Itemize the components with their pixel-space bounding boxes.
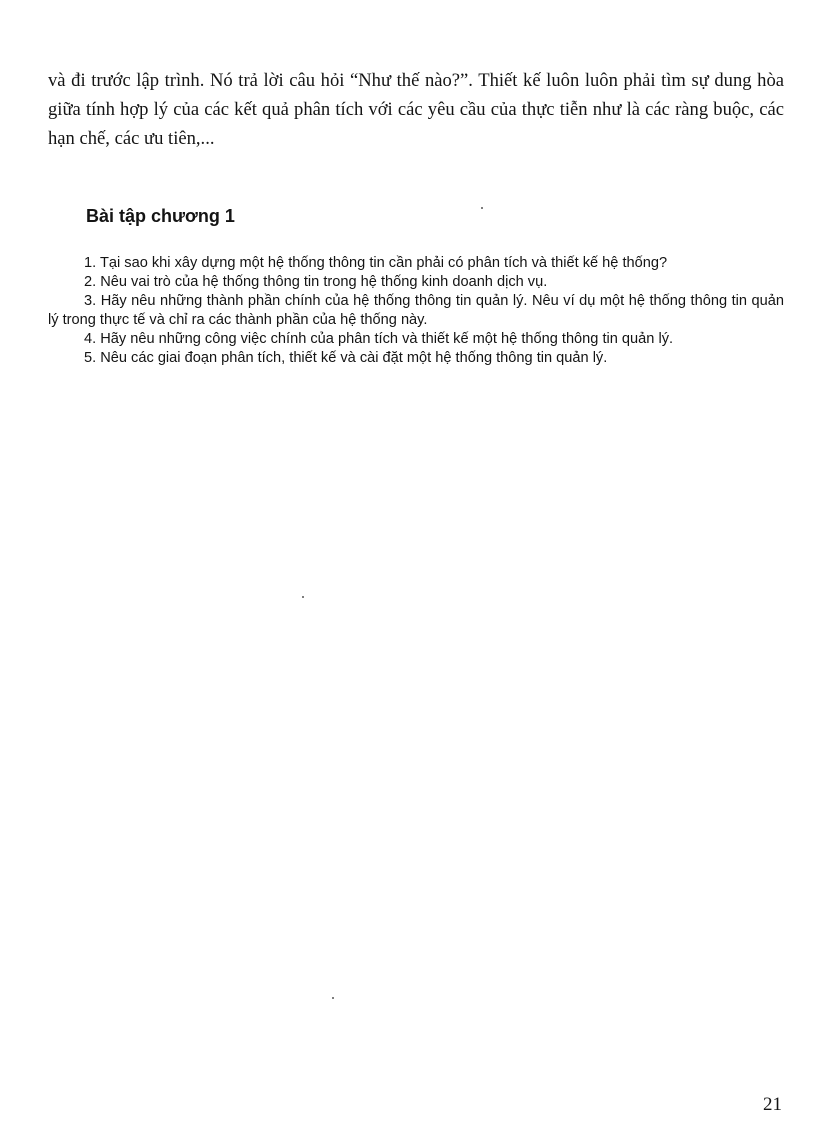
scan-speck: [481, 207, 483, 209]
exercise-item: 2. Nêu vai trò của hệ thống thông tin trong hệ thống kinh doanh dịch vụ.: [84, 274, 548, 290]
scan-speck: [332, 997, 334, 999]
exercise-item: 4. Hãy nêu những công việc chính của phân tích và thiết kế một hệ thống thông tin quản lý.: [84, 331, 674, 347]
exercise-item: 5. Nêu các giai đoạn phân tích, thiết kế và cài đặt một hệ thống thông tin quản lý.: [84, 350, 608, 366]
scan-speck: [302, 596, 304, 598]
exercise-item: 1. Tại sao khi xây dựng một hệ thống thông tin cần phải có phân tích và thiết kế hệ thống?: [84, 255, 668, 271]
exercise-list: [48, 254, 784, 368]
intro-paragraph: và đi trước lập trình. Nó trả lời câu hỏi “Như thế nào?”. Thiết kế luôn luôn phải tìm sự dung hòa giữa tính hợp lý của các kết quả phân tích với các yêu cầu của thực tiễn như là các ràng buộc, các hạn chế, các ưu tiên,...: [48, 70, 784, 149]
page-number: 21: [763, 1094, 782, 1115]
exercises-heading: Bài tập chương 1: [86, 206, 235, 226]
exercise-item: 3. Hãy nêu những thành phần chính của hệ thống thông tin quản lý. Nêu ví dụ một hệ thống thông tin quản lý trong thực tế và chỉ ra các thành phần của hệ thống này.: [48, 293, 784, 328]
